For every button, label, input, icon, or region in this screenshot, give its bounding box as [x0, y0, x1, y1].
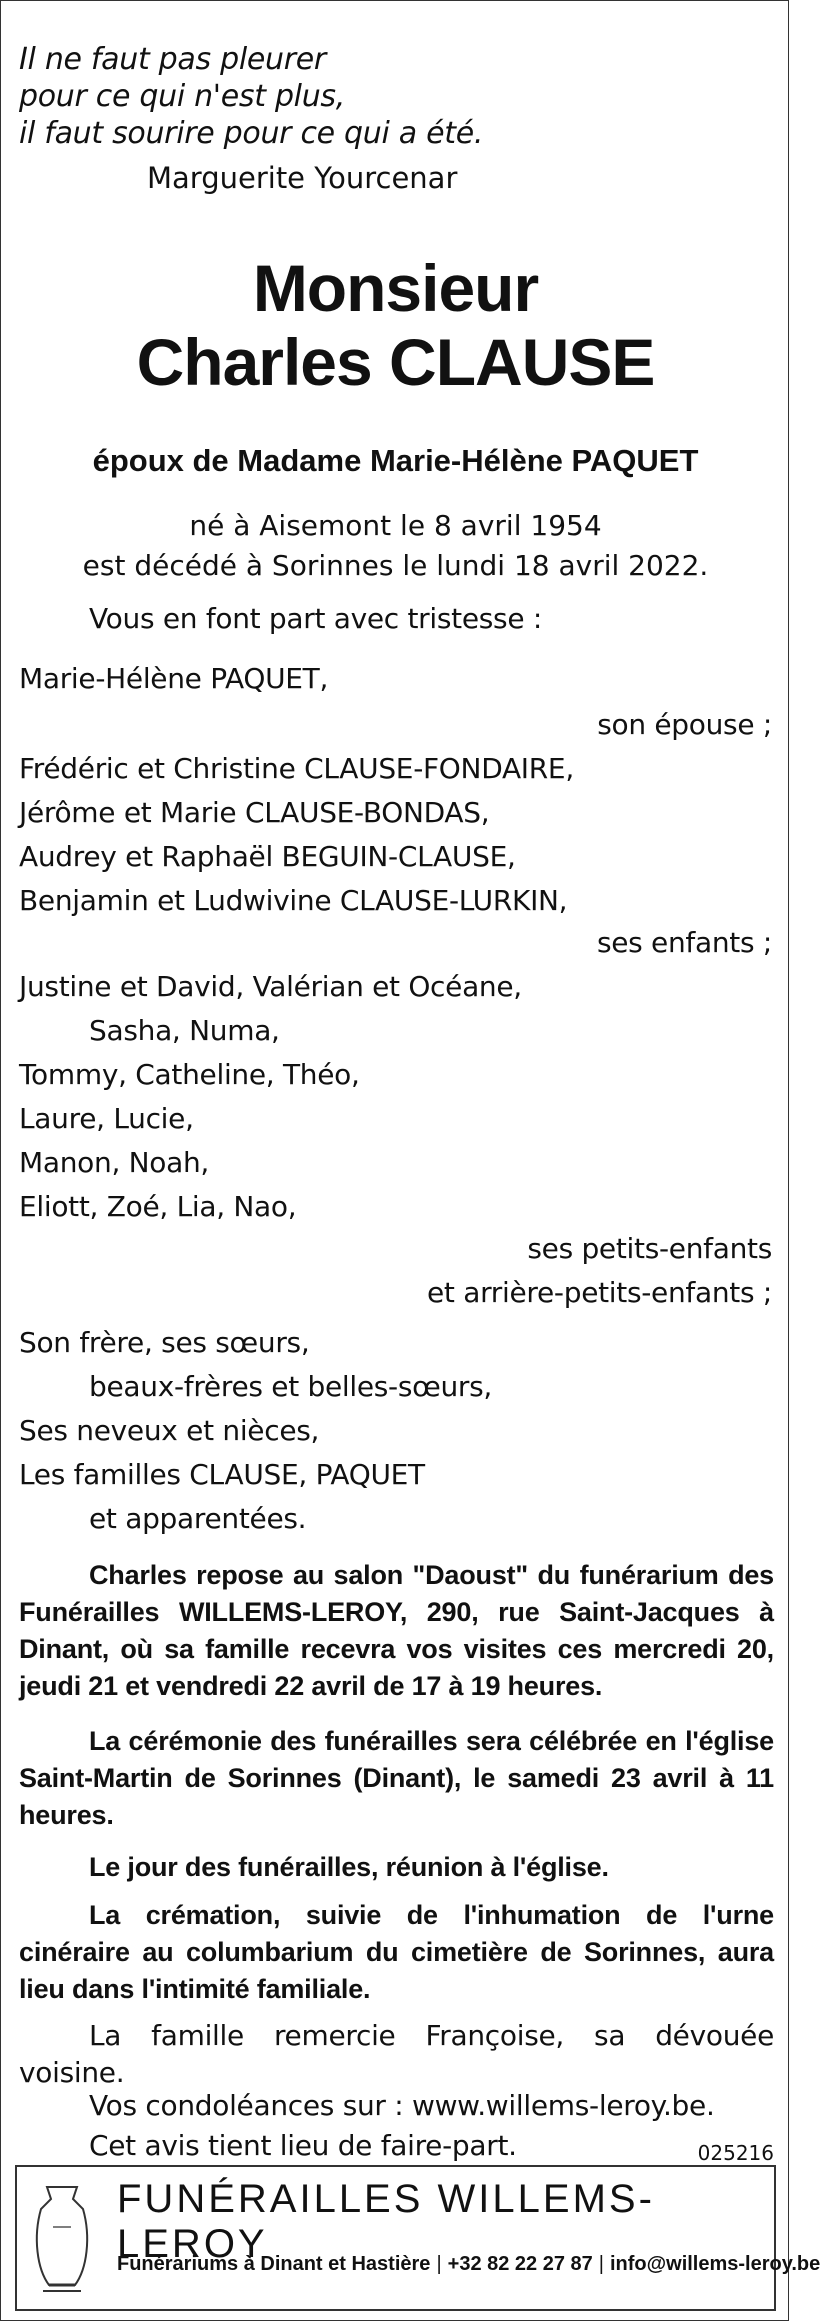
family-line: beaux-frères et belles-sœurs,: [89, 1370, 493, 1403]
family-line: Benjamin et Ludwivine CLAUSE-LURKIN,: [19, 884, 568, 917]
birth-line: né à Aisemont le 8 avril 1954: [189, 509, 602, 542]
quote-author: Marguerite Yourcenar: [147, 161, 458, 195]
thanks-paragraph: La famille remercie Françoise, sa dévouée voisine.: [19, 2019, 774, 2089]
email-text: info@willems-leroy.be: [609, 2253, 820, 2275]
family-line: Les familles CLAUSE, PAQUET: [19, 1458, 425, 1491]
funeral-home-name: FUNÉRAILLES WILLEMS-LEROY: [117, 2177, 655, 2266]
phone-text: +32 82 22 27 87: [447, 2253, 593, 2275]
family-role: et arrière-petits-enfants ;: [427, 1276, 772, 1309]
family-role: ses enfants ;: [596, 926, 772, 959]
ceremony-paragraph: La cérémonie des funérailles sera célébrée en l'église Saint-Martin de Sorinnes (Dinant), le samedi 23 avril à 11 heures.: [19, 1726, 774, 1830]
cremation-paragraph: La crémation, suivie de l'inhumation de l'urne cinéraire au columbarium du cimetière de Sorinnes, aura lieu dans l'intimité familiale.: [19, 1900, 774, 2004]
family-line: Frédéric et Christine CLAUSE-FONDAIRE,: [19, 752, 574, 785]
family-line: Eliott, Zoé, Lia, Nao,: [19, 1190, 297, 1223]
family-line: Audrey et Raphaël BEGUIN-CLAUSE,: [19, 840, 516, 873]
announcement-intro: Vous en font part avec tristesse :: [89, 602, 543, 635]
notice-line: Cet avis tient lieu de faire-part.: [89, 2129, 517, 2162]
deceased-title: Monsieur: [252, 251, 539, 325]
family-line: Jérôme et Marie CLAUSE-BONDAS,: [19, 796, 490, 829]
quote-line-3: il faut sourire pour ce qui a été.: [19, 116, 484, 151]
family-line: Marie-Hélène PAQUET,: [19, 662, 329, 695]
urn-icon: [29, 2177, 95, 2297]
deceased-name: Charles CLAUSE: [136, 325, 655, 399]
family-role: ses petits-enfants: [527, 1232, 772, 1265]
quote-line-2: pour ce qui n'est plus,: [19, 79, 346, 114]
quote-line-1: Il ne faut pas pleurer: [19, 42, 326, 77]
spouse-line: époux de Madame Marie-Hélène PAQUET: [92, 443, 699, 478]
condolences-line: Vos condoléances sur : www.willems-leroy.be.: [89, 2089, 715, 2122]
locations-text: Funérariums à Dinant et Hastière: [117, 2253, 431, 2275]
family-line: Sasha, Numa,: [89, 1014, 280, 1047]
family-line: Ses neveux et nièces,: [19, 1414, 320, 1447]
meeting-paragraph: Le jour des funérailles, réunion à l'église.: [89, 1852, 609, 1882]
funerarium-paragraph: Charles repose au salon "Daoust" du funérarium des Funérailles WILLEMS-LEROY, 290, rue Saint-Jacques à Dinant, où sa famille recevra vos visites ces mercredi 20, jeudi 21 et vendredi 22 avril de 17 à 19 heures.: [19, 1560, 774, 1701]
funeral-home-contact: Funérariums à Dinant et Hastière | +32 82 22 27 87 | info@willems-leroy.be: [117, 2253, 820, 2275]
family-line: Justine et David, Valérian et Océane,: [19, 970, 522, 1003]
family-line: Manon, Noah,: [19, 1146, 210, 1179]
family-line: Tommy, Catheline, Théo,: [19, 1058, 360, 1091]
funeral-home-banner: [15, 2165, 820, 2311]
family-line: Laure, Lucie,: [19, 1102, 194, 1135]
death-line: est décédé à Sorinnes le lundi 18 avril 2022.: [82, 549, 709, 582]
family-line: et apparentées.: [89, 1502, 307, 1535]
family-line: Son frère, ses sœurs,: [19, 1326, 310, 1359]
family-role: son épouse ;: [597, 708, 772, 741]
reference-number: 025216: [697, 2141, 774, 2165]
